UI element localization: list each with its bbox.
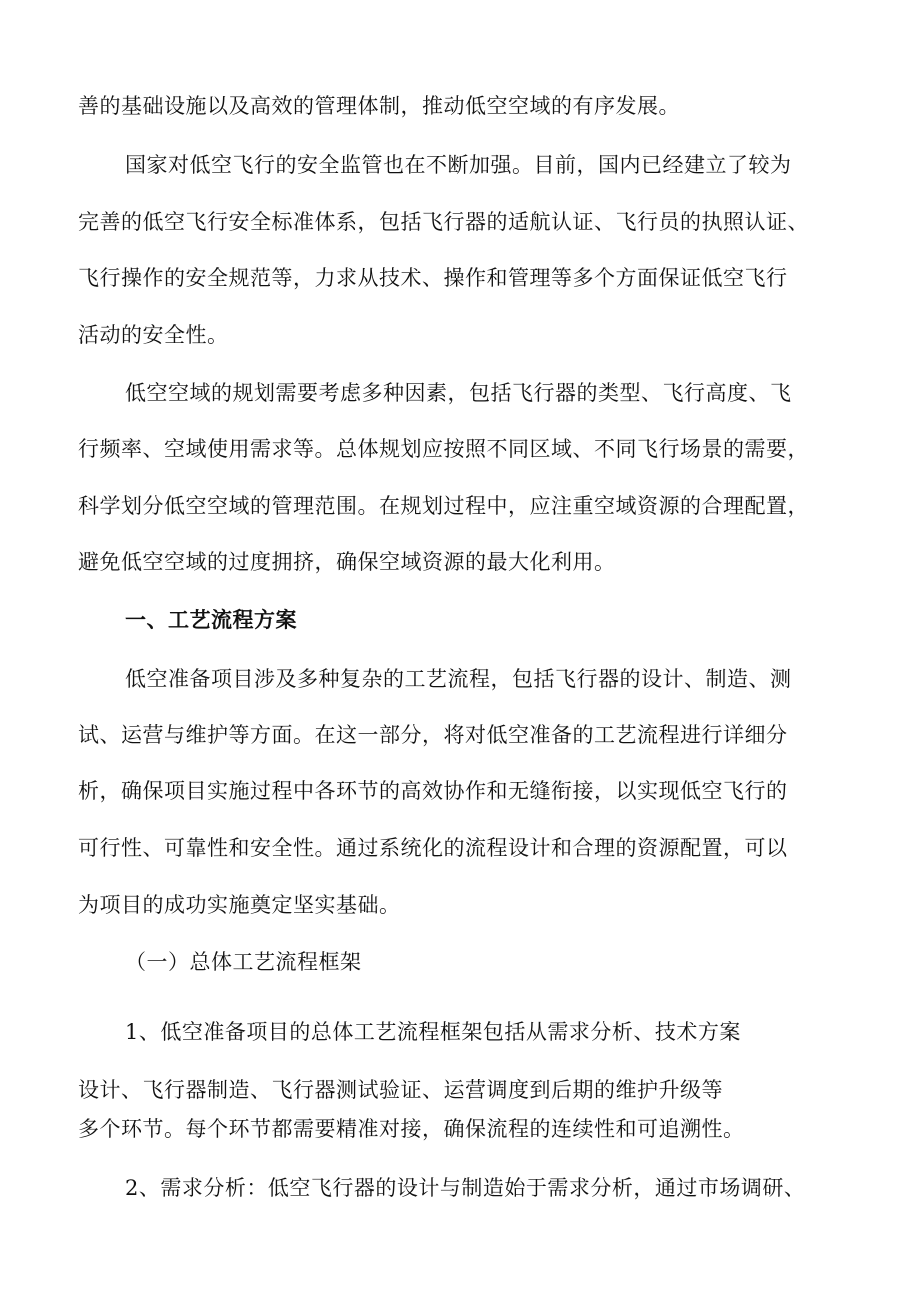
- paragraph-line: 科学划分低空空域的管理范围。在规划过程中，应注重空域资源的合理配置，: [78, 494, 809, 518]
- paragraph-line: 国家对低空飞行的安全监管也在不断加强。目前，国内已经建立了较为: [125, 153, 792, 177]
- paragraph-line: 析，确保项目实施过程中各环节的高效协作和无缝衔接，以实现低空飞行的: [78, 779, 788, 803]
- subsection-heading: （一）总体工艺流程框架: [125, 950, 362, 974]
- list-item-line: 多个环节。每个环节都需要精准对接，确保流程的连续性和可追溯性。: [78, 1117, 745, 1141]
- paragraph-line: 行频率、空域使用需求等。总体规划应按照不同区域、不同飞行场景的需要，: [78, 437, 809, 461]
- list-item-line: 1、低空准备项目的总体工艺流程框架包括从需求分析、技术方案: [125, 1020, 741, 1044]
- paragraph-line: 低空准备项目涉及多种复杂的工艺流程，包括飞行器的设计、制造、测: [125, 667, 792, 691]
- paragraph-line: 飞行操作的安全规范等，力求从技术、操作和管理等多个方面保证低空飞行: [78, 266, 788, 290]
- paragraph-line: 完善的低空飞行安全标准体系，包括飞行器的适航认证、飞行员的执照认证、: [78, 210, 809, 234]
- paragraph-line: 可行性、可靠性和安全性。通过系统化的流程设计和合理的资源配置，可以: [78, 836, 788, 860]
- paragraph-line: 活动的安全性。: [78, 323, 229, 347]
- paragraph-line: 善的基础设施以及高效的管理体制，推动低空空域的有序发展。: [78, 94, 680, 118]
- paragraph-line: 试、运营与维护等方面。在这一部分，将对低空准备的工艺流程进行详细分: [78, 723, 788, 747]
- paragraph-line: 避免低空空域的过度拥挤，确保空域资源的最大化利用。: [78, 550, 616, 574]
- list-item-line: 设计、飞行器制造、飞行器测试验证、运营调度到后期的维护升级等: [78, 1078, 723, 1102]
- paragraph-line: 为项目的成功实施奠定坚实基础。: [78, 893, 401, 917]
- list-item-line: 2、需求分析：低空飞行器的设计与制造始于需求分析，通过市场调研、: [125, 1176, 806, 1200]
- section-heading: 一、工艺流程方案: [125, 608, 297, 632]
- paragraph-line: 低空空域的规划需要考虑多种因素，包括飞行器的类型、飞行高度、飞: [125, 381, 792, 405]
